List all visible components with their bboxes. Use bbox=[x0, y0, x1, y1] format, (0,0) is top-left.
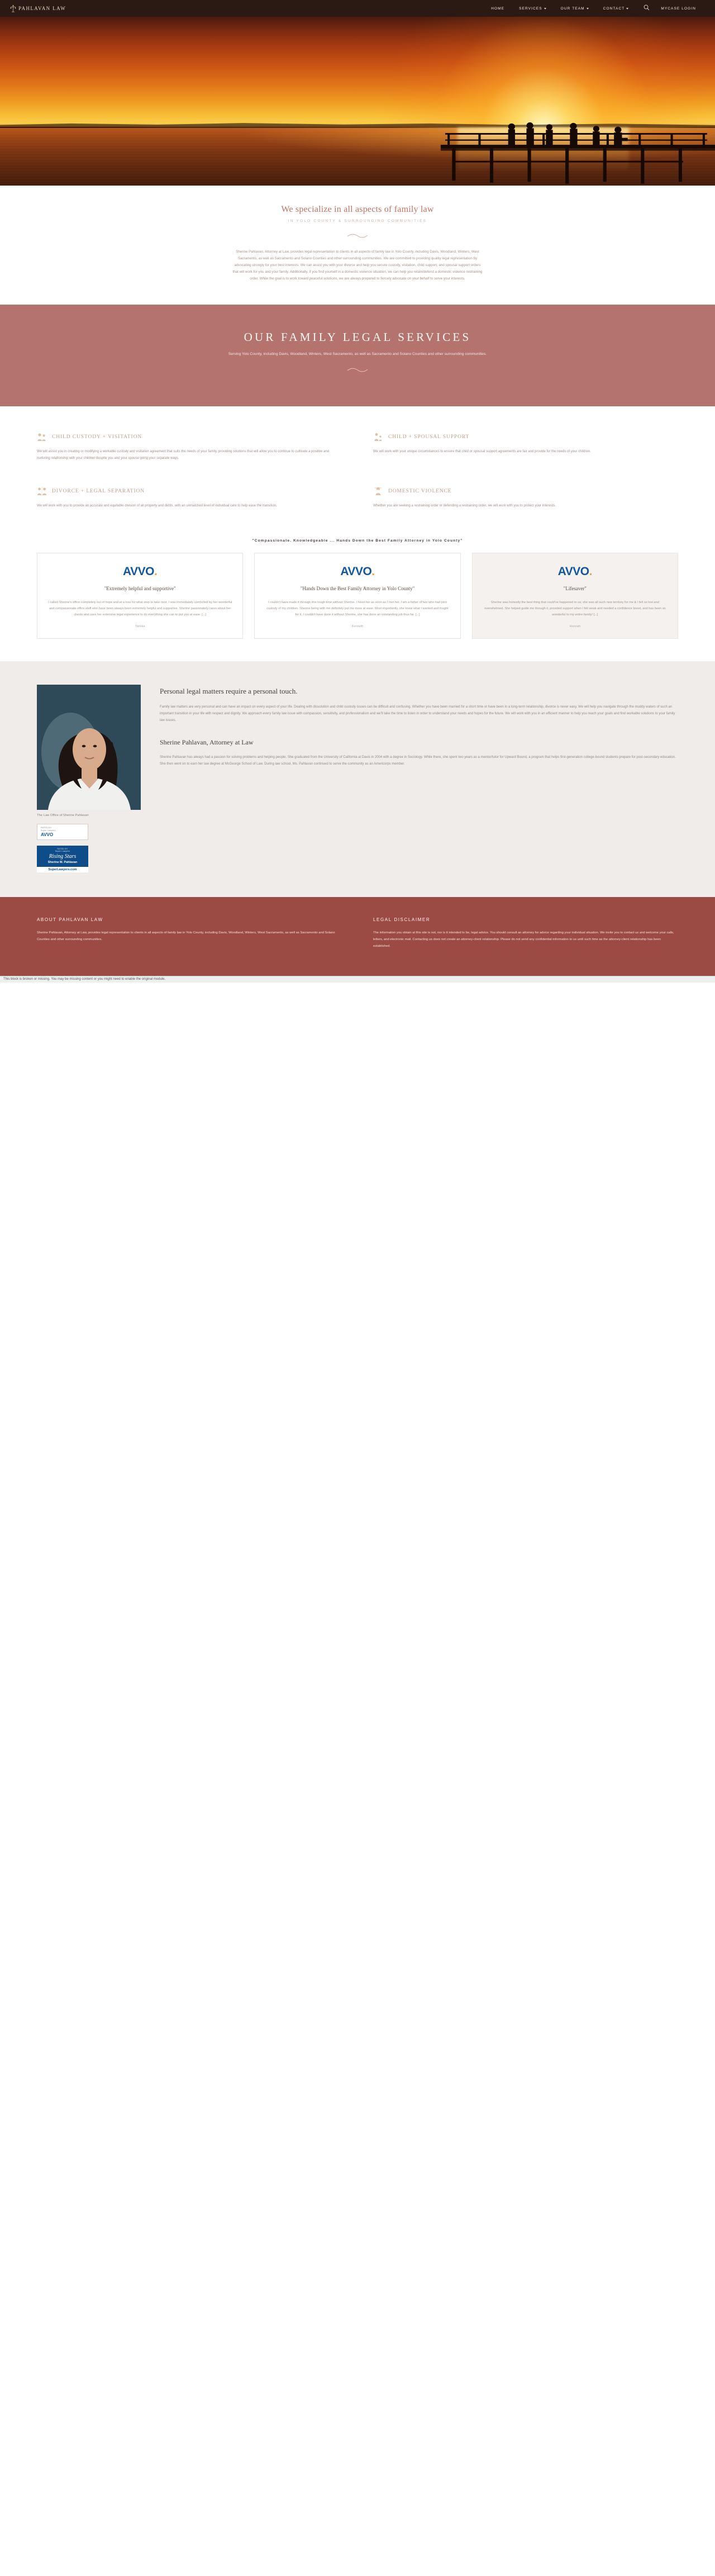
footer-about-column bbox=[37, 917, 342, 950]
review-text: Sherine was honestly the best thing that could've happened to us; she was all such new territory for me & I felt so lost and overwhelmed. She helped guide me through it, provided support when I felt weak and needed a confidence boost, and has been so wonderful to my entire family! [...] bbox=[484, 600, 666, 616]
attorney-portrait bbox=[37, 685, 141, 810]
service-body: We will work with your unique circumstances to ensure that child or spousal support agreements are fair and provide for the needs of your children. bbox=[373, 449, 591, 453]
service-title: CHILD + SPOUSAL SUPPORT bbox=[388, 434, 470, 440]
reviews-row bbox=[0, 553, 715, 661]
avvo-logo bbox=[47, 566, 232, 577]
services-banner-heading: OUR FAMILY LEGAL SERVICES bbox=[244, 330, 471, 344]
badge-avvo-logo: AVVO bbox=[41, 832, 54, 837]
chevron-down-icon bbox=[544, 8, 546, 10]
browser-broken-block-notice: This block is broken or missing. You may be missing content or you might need to enable the original module. bbox=[0, 976, 715, 983]
review-author: Hannah bbox=[569, 625, 581, 629]
service-card-header bbox=[373, 432, 678, 442]
testimonial-tagline: "Compassionate. Knowledgeable ... Hands Down the Best Family Attorney in Yolo County" bbox=[0, 526, 715, 553]
page-subtitle: IN YOLO COUNTY & SURROUNDING COMMUNITIES bbox=[288, 219, 427, 223]
footer-disclaimer-title: LEGAL DISCLAIMER bbox=[373, 917, 431, 923]
service-title: DOMESTIC VIOLENCE bbox=[388, 488, 452, 495]
footer-disclaimer-column bbox=[373, 917, 678, 950]
review-quote: "Hands Down the Best Family Attorney in Yolo County" bbox=[300, 586, 415, 592]
nav-item-our-team[interactable] bbox=[554, 0, 596, 17]
search-button[interactable] bbox=[636, 3, 657, 13]
service-body: Whether you are seeking a restraining order or defending a restraining order, we will work with you to protect your interests. bbox=[373, 504, 556, 508]
footer-disclaimer-body: The information you obtain at this site is not, nor is it intended to be, legal advice. You should consult an attorney for advice regarding your individual situation. We invite you to contact us and welcome your calls, letters, and electronic mail. Contacting us does not create an attorney-client relationship. Please do not send any confidential information to us until such time as the attorney-client relationship has been established. bbox=[373, 931, 674, 948]
footer-about-title: ABOUT PAHLAVAN LAW bbox=[37, 917, 103, 923]
badge-footer-url: SuperLawyers.com bbox=[37, 867, 88, 872]
attorney-name-heading: Sherine Pahlavan, Attorney at Law bbox=[160, 738, 254, 747]
badge-rated-by-line: RATED BY bbox=[57, 847, 68, 850]
service-card-header bbox=[373, 486, 678, 496]
personal-heading: Personal legal matters require a personal touch. bbox=[160, 687, 298, 696]
service-card-divorce-separation bbox=[37, 486, 342, 510]
review-author: Tamika bbox=[135, 625, 145, 629]
service-card-header bbox=[37, 486, 342, 496]
service-card-domestic-violence bbox=[373, 486, 678, 510]
personal-touch-section bbox=[0, 661, 715, 897]
hero-banner bbox=[0, 17, 715, 186]
logo-text: PAHLAVAN LAW bbox=[18, 6, 66, 11]
chevron-down-icon bbox=[587, 8, 589, 10]
service-title: DIVORCE + LEGAL SEPARATION bbox=[52, 488, 145, 495]
avvo-rating-badge-icon[interactable] bbox=[37, 824, 88, 840]
nav-item-label: OUR TEAM bbox=[560, 6, 585, 11]
specialize-section bbox=[0, 186, 715, 305]
services-grid bbox=[0, 406, 715, 526]
service-title: CHILD CUSTODY + VISITATION bbox=[52, 434, 142, 440]
ornament-divider-icon bbox=[346, 233, 369, 239]
nav-item-label: SERVICES bbox=[519, 6, 542, 11]
avvo-logo bbox=[483, 566, 668, 577]
footer-about-body: Sherine Pahlavan, Attorney at Law, provides legal representation to clients in all aspects of family law in Yolo County, including Davis, Woodland, Winters, West Sacramento, as well as Sacramento and Solano Counties and other surrounding communities. bbox=[37, 931, 335, 941]
badge-attorney-name: Sherine M. Pahlavan bbox=[47, 861, 78, 865]
child-support-icon bbox=[373, 432, 383, 442]
badge-rated-by-line: RATED BY bbox=[41, 827, 52, 829]
nav-item-label: HOME bbox=[491, 6, 505, 11]
review-quote: "Lifesaver" bbox=[563, 586, 587, 592]
service-card-header bbox=[37, 432, 342, 442]
badge-rated-by-source: Super Lawyers bbox=[41, 829, 56, 832]
specialize-body: Sherine Pahlavan, Attorney at Law, provides legal representation to clients in all aspects of family law in Yolo County, including Davis, Woodland, Winters, West Sacramento, as well as Sacramento and Solano Counties and other surrounding communities. We are committed to providing quality legal representation by advocating strongly for your best interests. We can assist you with your divorce and help you secure custody, visitation, child support, and spousal support orders that will work for you and your family. Additionally, if you find yourself in a domestic violence situation, we can help you retain/defend a domestic violence restraining order. While the goal is to work toward peaceful solutions, we are always prepared to fiercely advocate on your behalf to serve your interests. bbox=[232, 250, 483, 281]
nav-item-services[interactable] bbox=[512, 0, 554, 17]
review-quote: "Extremely helpful and supportive" bbox=[104, 586, 176, 592]
nav-item-contact[interactable] bbox=[596, 0, 636, 17]
avvo-logo bbox=[265, 566, 450, 577]
chevron-down-icon bbox=[626, 8, 628, 10]
avvo-logo-dot: . bbox=[589, 565, 592, 578]
avvo-logo-text: AVVO bbox=[557, 565, 589, 578]
badge-super-lawyers-line: Super Lawyers bbox=[55, 850, 70, 853]
attorney-bio: Sherine Pahlavan has always had a passion for solving problems and helping people. She graduated from the University of California at Davis in 2004 with a degree in Sociology. While there, she spent two years as a mentor/tutor for Upward Bound, a program that helps first-generation college-bound students prepare for post-secondary education. She then went on to earn her law degree at McGeorge School of Law. During law school, Ms. Pahlavan continued to serve the community as an Americorps member. bbox=[160, 756, 676, 766]
avvo-logo-dot: . bbox=[371, 565, 375, 578]
super-lawyers-badge[interactable] bbox=[37, 846, 88, 872]
service-body: We will work with you to provide an accurate and equitable division of all property and debts, with an unmatched level of individual care to help ease the transition. bbox=[37, 504, 277, 508]
service-card-child-spousal-support bbox=[373, 432, 678, 462]
search-icon bbox=[644, 3, 650, 13]
domestic-violence-icon bbox=[373, 486, 383, 496]
review-card bbox=[37, 553, 243, 639]
divorce-separation-icon bbox=[37, 486, 47, 496]
personal-body: Family law matters are very personal and can have an impact on every aspect of your life. Dealing with dissolution and child custody issues can be difficult and confusing. Whether you have been married for a short time or have been in a long-term relationship, divorce is never easy. We will help you navigate through the muddy waters of such an important transition in your life with respect and dignity. We approach every family law issue with compassion, sensitivity, and professionalism and we'll take the time to listen in order to understand your needs and hopes for the future. We will work with you in an efficient manner to help you reach your goals and find workable solutions to your family law issues. bbox=[160, 705, 675, 723]
avvo-logo-text: AVVO bbox=[123, 565, 154, 578]
hero-pier-silhouette bbox=[372, 121, 715, 186]
site-logo[interactable] bbox=[10, 4, 66, 13]
services-banner bbox=[0, 305, 715, 406]
nav-item-label: CONTACT bbox=[603, 6, 625, 11]
review-text: I called Sherine's office completely out of hope and at a loss for what step to take next. I was immediately comforted by her wonderful and compassionate office staff who have been always been extremely helpful and supportive. Sherine passionately cares about her clients and uses her extensive legal experience to do everything she can to put you at ease. [...] bbox=[48, 600, 232, 616]
site-footer bbox=[0, 897, 715, 976]
site-header bbox=[0, 0, 715, 17]
review-author: Kenneth bbox=[351, 625, 364, 629]
family-custody-icon bbox=[37, 432, 47, 442]
badge-title: Rising Stars bbox=[49, 853, 77, 860]
page-title: We specialize in all aspects of family law bbox=[281, 205, 434, 214]
review-card bbox=[472, 553, 678, 639]
nav-item-home[interactable] bbox=[484, 0, 512, 17]
review-text: I couldn't have made it through this tough time without Sherine. I hired her as soon as I met her. I am a father of two who had joint custody of my children. Sherine being with me definitely put me more at ease. Most importantly, she knew what I wanted and fought for it. I couldn't have done it without Sherine, she has done an outstanding job thus far. [...] bbox=[266, 600, 449, 616]
services-banner-body: Serving Yolo County, including Davis, Woodland, Winters, West Sacramento, as well as Sacramento and Solano Counties and other surrounding communities. bbox=[228, 352, 487, 357]
personal-touch-content bbox=[160, 685, 678, 872]
mycase-login-link[interactable]: MYCASE LOGIN bbox=[661, 6, 696, 11]
avvo-logo-dot: . bbox=[154, 565, 158, 578]
main-nav bbox=[484, 0, 705, 17]
scales-of-justice-icon bbox=[10, 4, 16, 13]
service-card-child-custody bbox=[37, 432, 342, 462]
avvo-logo-text: AVVO bbox=[340, 565, 372, 578]
service-body: We will assist you in creating or modifying a workable custody and visitation agreement that suits the needs of your family, providing solutions that will allow you to continue to cultivate a positive and nurturing relationship with your children despite you and your spouse going your separate ways. bbox=[37, 449, 330, 460]
ornament-divider-icon bbox=[346, 367, 369, 373]
portrait-caption: The Law Office of Sherine Pahlavan bbox=[37, 814, 89, 818]
attorney-profile-column bbox=[37, 685, 141, 872]
review-card bbox=[254, 553, 460, 639]
